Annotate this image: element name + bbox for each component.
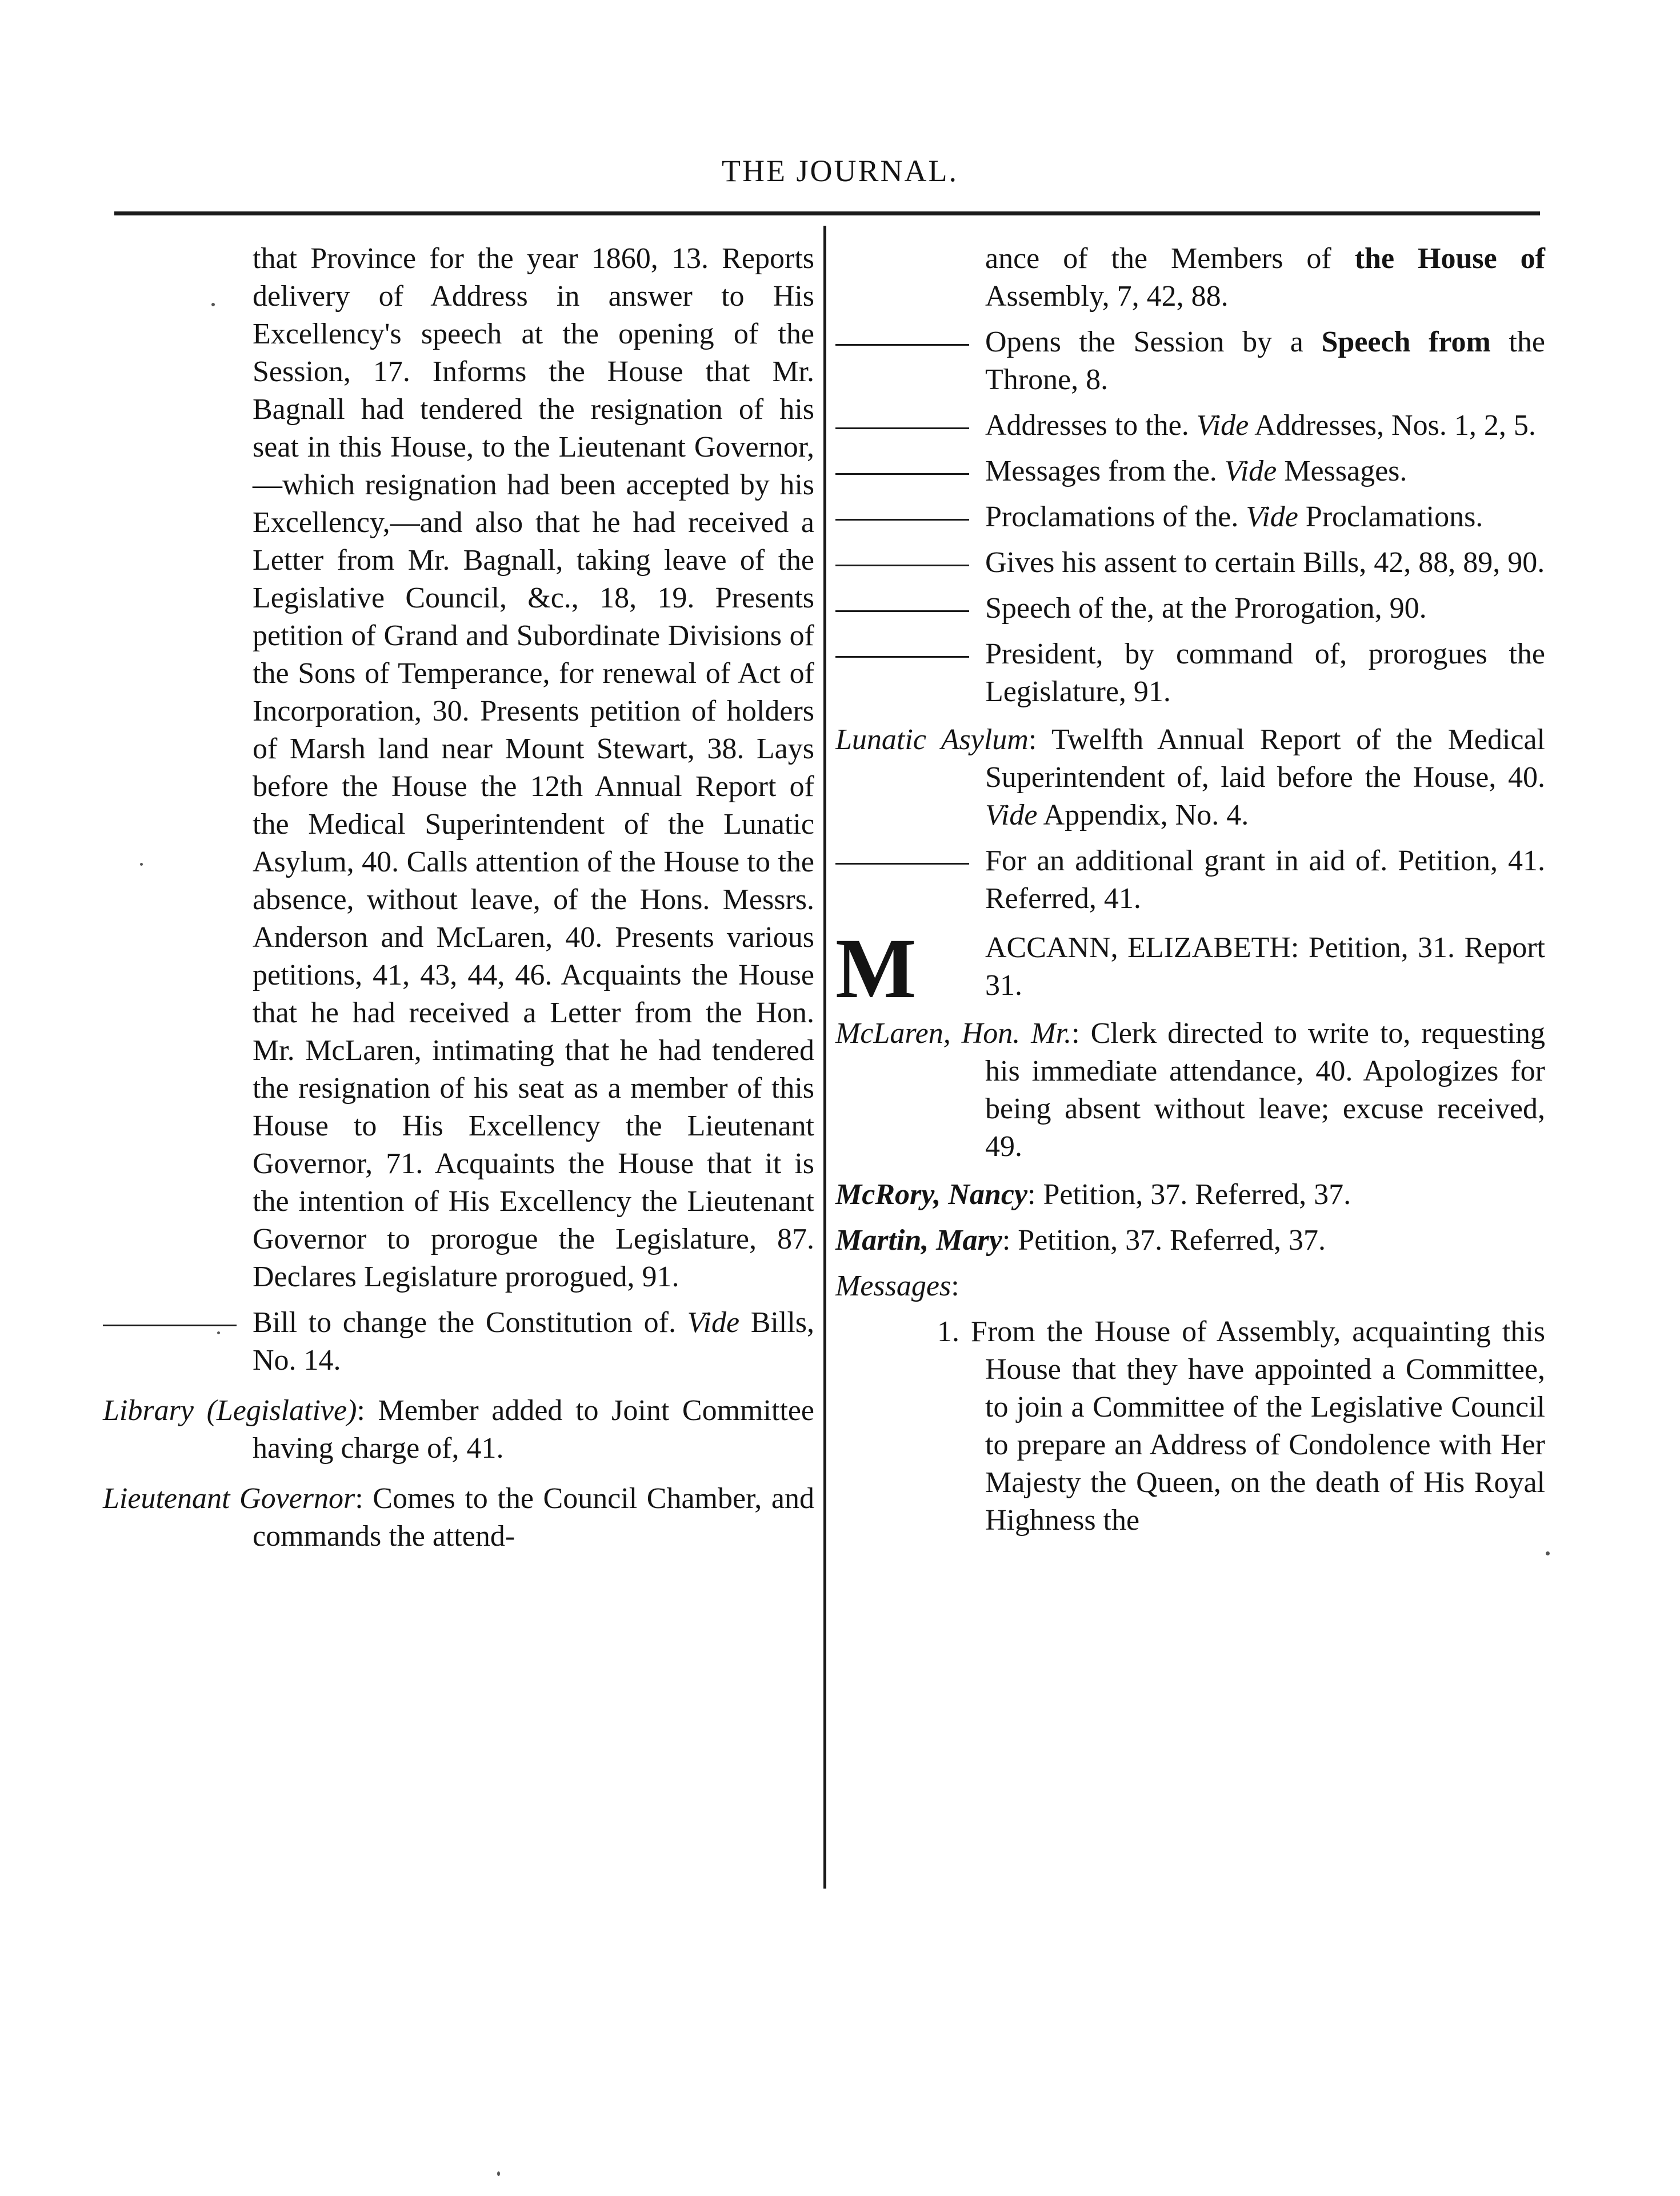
- continuation-bold: the House of: [1354, 242, 1545, 275]
- message-1-text: From the House of Assembly, acquainting this House that they have appointed a Committee, to join a Committee of the Legislative Council to prepare an Address of Condolence with Her Majesty the Queen, on the death of His Royal Highness the: [971, 1315, 1546, 1537]
- lunatic-sub-text: For an additional grant in aid of. Petition, 41. Referred, 41.: [985, 845, 1545, 915]
- subentry-bold: Speech from: [1321, 326, 1491, 358]
- continuation-post: Assembly, 7, 42, 88.: [985, 280, 1229, 313]
- messages-colon: :: [951, 1270, 959, 1302]
- library-text: : Member added to Joint Committee having charge of, 41.: [253, 1394, 814, 1465]
- lunatic-asylum-after: Appendix, No. 4.: [1037, 799, 1249, 831]
- scan-speck: [497, 2171, 500, 2176]
- lieutenant-governor-entry: [103, 1480, 814, 1555]
- subentry-vide: Vide: [1224, 455, 1277, 487]
- lieutenant-governor-subentries: [835, 323, 1545, 711]
- library-paren: (Legislative): [206, 1394, 357, 1427]
- subentry-pre: Opens the Session by a: [985, 326, 1322, 358]
- martin-text: : Petition, 37. Referred, 37.: [1002, 1224, 1326, 1257]
- lieutenant-governor-subentry: [835, 323, 1545, 399]
- mclaren-text: : Clerk directed to write to, requesting his immediate attendance, 40. Apologizes for being absent without leave; excuse received, 49.: [985, 1017, 1545, 1163]
- maccann-text: ACCANN, ELIZABETH: Petition, 31. Report 31.: [985, 931, 1545, 1002]
- maccann-entry: [835, 921, 1545, 1016]
- lieutenant-governor-term: Lieutenant Governor: [103, 1482, 355, 1515]
- subentry-pre: Messages from the.: [985, 455, 1225, 487]
- bill-text: Bill to change the Constitution of.: [253, 1306, 676, 1339]
- mcrory-entry: [835, 1176, 1545, 1214]
- library-term: Library: [103, 1394, 194, 1427]
- ditto-dash: [103, 1325, 237, 1326]
- lieutenant-governor-subentry: [835, 590, 1545, 627]
- message-1: [835, 1313, 1545, 1539]
- ditto-dash: [835, 473, 969, 475]
- lieutenant-governor-subentry: [835, 453, 1545, 490]
- mclaren-term: McLaren, Hon. Mr.: [835, 1017, 1072, 1050]
- ditto-dash: [835, 863, 969, 865]
- bill-ref: Bills, No. 14.: [253, 1306, 814, 1377]
- bill-vide: Vide: [687, 1306, 740, 1339]
- subentry-post: the Throne, 8.: [985, 326, 1545, 396]
- left-column: [103, 240, 814, 1563]
- continuation-pre: ance of the Members of: [985, 242, 1355, 275]
- subentry-pre: Speech of the, at the Prorogation, 90.: [985, 592, 1427, 625]
- lieutenant-governor-text: : Comes to the Council Chamber, and commands the attend-: [253, 1482, 814, 1553]
- lieutenant-governor-subentry: [835, 544, 1545, 582]
- subentry-pre: Proclamations of the.: [985, 501, 1246, 533]
- lieutenant-governor-continuation: that Province for the year 1860, 13. Reports delivery of Address in answer to His Excellency's speech at the opening of the Session, 17. Informs the House that Mr. Bagnall had tendered the resignation of his seat in this House, to the Lieutenant Governor,—which resignation had been accepted by his Excellency,—and also that he had received a Letter from Mr. Bagnall, taking leave of the Legislative Council, &c., 18, 19. Presents petition of Grand and Subordinate Divisions of the Sons of Temperance, for renewal of Act of Incorporation, 30. Presents petition of holders of Marsh land near Mount Stewart, 38. Lays before the House the 12th Annual Report of the Medical Superintendent of the Lunatic Asylum, 40. Calls attention of the House to the absence, without leave, of the Hons. Messrs. Anderson and McLaren, 40. Presents various petitions, 41, 43, 44, 46. Acquaints the House that he had received a Letter from the Hon. Mr. McLaren, intimating that he had tendered the resignation of his seat as a member of this House to His Excellency the Lieutenant Governor, 71. Acquaints the House that it is the intention of His Excellency the Lieutenant Governor to prorogue the Legislature, 87. Declares Legislature prorogued, 91.: [253, 242, 814, 1293]
- ditto-dash: [835, 565, 969, 566]
- ditto-dash: [835, 610, 969, 612]
- right-continuation: [835, 240, 1545, 315]
- subentry-after: Proclamations.: [1298, 501, 1483, 533]
- column-divider: [823, 226, 826, 1889]
- subentry-vide: Vide: [1196, 409, 1249, 442]
- martin-entry: [835, 1222, 1545, 1259]
- lunatic-asylum-term: Lunatic Asylum: [835, 723, 1029, 756]
- running-head: THE JOURNAL.: [722, 154, 958, 188]
- mcrory-text: : Petition, 37. Referred, 37.: [1027, 1178, 1351, 1211]
- lieutenant-governor-subentry: [835, 635, 1545, 711]
- right-column: [835, 240, 1545, 1547]
- ditto-dash: [835, 344, 969, 346]
- messages-entry: [835, 1267, 1545, 1305]
- scan-speck: [140, 863, 143, 866]
- drop-cap-letter: M: [835, 921, 917, 1016]
- mcrory-term: McRory, Nancy: [835, 1178, 1028, 1211]
- subentry-after: Messages.: [1277, 455, 1407, 487]
- lunatic-subentry: [835, 842, 1545, 918]
- library-entry: [103, 1392, 814, 1467]
- subentry-vide: Vide: [1246, 501, 1298, 533]
- messages-term: Messages: [835, 1270, 951, 1302]
- scan-speck: [211, 303, 215, 306]
- subentry-after: Addresses, Nos. 1, 2, 5.: [1249, 409, 1536, 442]
- subentry-pre: Addresses to the.: [985, 409, 1197, 442]
- lunatic-asylum-entry: [835, 721, 1545, 834]
- lunatic-asylum-vide: Vide: [985, 799, 1038, 831]
- mclaren-entry: [835, 1015, 1545, 1166]
- subentry-pre: President, by command of, prorogues the Legislature, 91.: [985, 638, 1545, 708]
- scan-speck: [1546, 1551, 1550, 1555]
- ditto-dash: [835, 427, 969, 429]
- lieutenant-governor-subentry: [835, 498, 1545, 536]
- scan-speck: [217, 1331, 220, 1334]
- martin-term: Martin, Mary: [835, 1224, 1002, 1257]
- bill-subentry: [103, 1304, 814, 1379]
- subentry-pre: Gives his assent to certain Bills, 42, 88, 89, 90.: [985, 546, 1545, 579]
- lunatic-asylum-text: : Twelfth Annual Report of the Medical Superintendent of, laid before the House, 40.: [985, 723, 1545, 794]
- message-1-number: 1.: [937, 1315, 959, 1348]
- ditto-dash: [835, 656, 969, 658]
- ditto-dash: [835, 519, 969, 521]
- head-rule: [114, 211, 1540, 215]
- lieutenant-governor-subentry: [835, 407, 1545, 445]
